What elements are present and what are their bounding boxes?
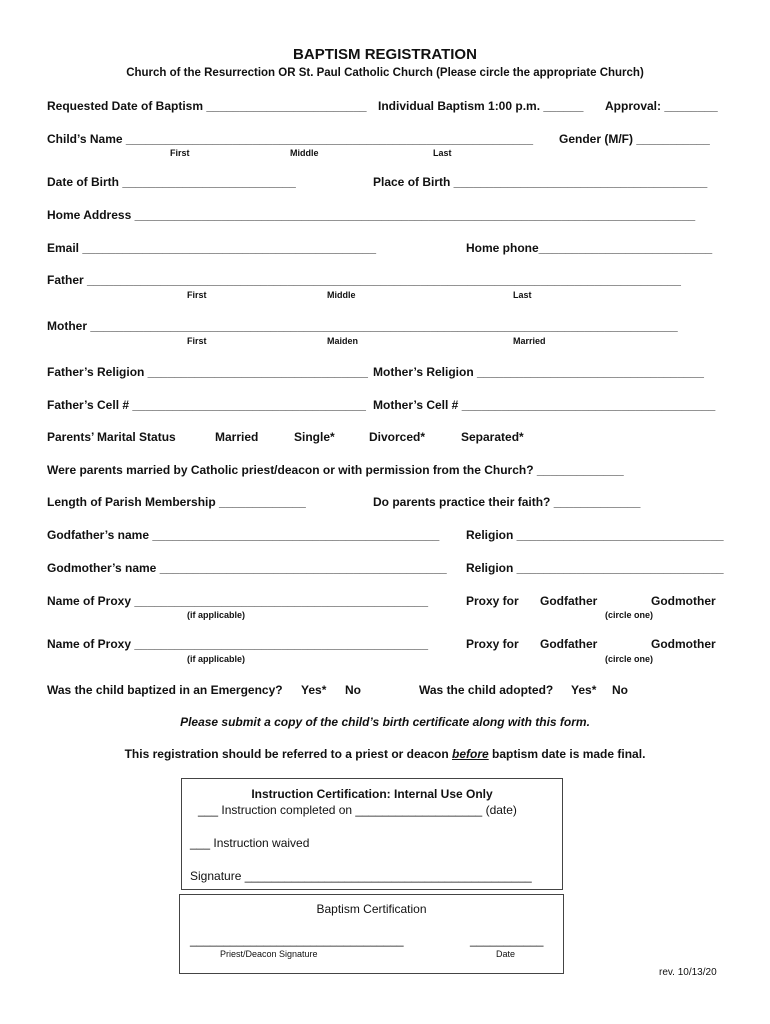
date-of-birth-field[interactable]: Date of Birth __________________________ [47,175,296,189]
instruction-waived-field[interactable]: ___ Instruction waived [190,836,310,850]
emergency-option-no[interactable]: No [345,683,361,697]
practice-faith-field[interactable]: Do parents practice their faith? _____________ [373,495,641,509]
requested-date-field[interactable]: Requested Date of Baptism ________________________ [47,99,367,113]
marital-option-married[interactable]: Married [215,430,259,444]
date-line[interactable]: ___________ [470,933,544,947]
priest-signature-line[interactable]: ________________________________ [190,933,404,947]
mother-married-label: Married [513,336,546,346]
marital-option-divorced[interactable]: Divorced* [369,430,426,444]
proxy-2-circle-one: (circle one) [605,654,654,664]
fathers-cell-field[interactable]: Father’s Cell # ___________________________________ [47,398,366,412]
godfather-name-field[interactable]: Godfather’s name ___________________________________________ [47,528,440,542]
form-subtitle: Church of the Resurrection OR St. Paul Catholic Church (Please circle the appropriate Church) [126,67,644,79]
proxy-2-name-field[interactable]: Name of Proxy ____________________________________________ [47,637,429,651]
fathers-religion-field[interactable]: Father’s Religion _________________________________ [47,365,368,379]
referral-note-before: before [452,747,489,761]
proxy-1-if-applicable: (if applicable) [187,610,246,620]
referral-note-pre: This registration should be referred to a priest or deacon [124,747,452,761]
instruction-box-title: Instruction Certification: Internal Use Only [251,787,493,801]
catholic-marriage-field[interactable]: Were parents married by Catholic priest/deacon or with permission from the Church? _____________ [47,463,624,477]
gender-field[interactable]: Gender (M/F) ___________ [559,132,710,146]
childs-name-field[interactable]: Child’s Name _____________________________________________________________ [47,132,534,146]
father-first-label: First [187,290,207,300]
proxy-2-option-godmother[interactable]: Godmother [651,637,716,651]
mother-first-label: First [187,336,207,346]
proxy-1-name-field[interactable]: Name of Proxy ____________________________________________ [47,594,429,608]
approval-field[interactable]: Approval: ________ [605,99,718,113]
mothers-cell-field[interactable]: Mother’s Cell # ______________________________________ [373,398,716,412]
adopted-option-yes[interactable]: Yes* [571,683,597,697]
instruction-signature-field[interactable]: Signature ___________________________________________ [190,869,532,883]
mothers-religion-field[interactable]: Mother’s Religion __________________________________ [373,365,704,379]
proxy-1-option-godfather[interactable]: Godfather [540,594,598,608]
godmother-religion-field[interactable]: Religion _______________________________ [466,561,724,575]
referral-note-post: baptism date is made final. [488,747,646,761]
proxy-1-circle-one: (circle one) [605,610,654,620]
priest-signature-label: Priest/Deacon Signature [220,949,318,959]
emergency-question: Was the child baptized in an Emergency? [47,683,283,697]
proxy-1-for-label: Proxy for [466,594,519,608]
form-title: BAPTISM REGISTRATION [293,46,477,63]
referral-note [0,747,770,761]
godmother-name-field[interactable]: Godmother’s name ___________________________________________ [47,561,447,575]
revision-date: rev. 10/13/20 [659,967,717,978]
father-last-label: Last [513,290,532,300]
father-middle-label: Middle [327,290,356,300]
child-last-label: Last [433,148,452,158]
home-phone-field[interactable]: Home phone__________________________ [466,241,713,255]
individual-baptism-field[interactable]: Individual Baptism 1:00 p.m. ______ [378,99,584,113]
birth-certificate-note: Please submit a copy of the child’s birth certificate along with this form. [180,715,590,729]
proxy-2-if-applicable: (if applicable) [187,654,246,664]
baptism-box-title: Baptism Certification [316,902,427,916]
proxy-2-option-godfather[interactable]: Godfather [540,637,598,651]
child-middle-label: Middle [290,148,319,158]
godfather-religion-field[interactable]: Religion _______________________________ [466,528,724,542]
instruction-certification-box [181,778,563,890]
mother-field[interactable]: Mother ________________________________________________________________________________________ [47,319,678,333]
proxy-1-option-godmother[interactable]: Godmother [651,594,716,608]
marital-status-label: Parents’ Marital Status [47,430,176,444]
baptism-certification-box [179,894,564,974]
date-label: Date [496,949,516,959]
instruction-completed-field[interactable]: ___ Instruction completed on ___________________ (date) [198,803,517,817]
emergency-option-yes[interactable]: Yes* [301,683,327,697]
parish-membership-field[interactable]: Length of Parish Membership _____________ [47,495,306,509]
place-of-birth-field[interactable]: Place of Birth ______________________________________ [373,175,708,189]
child-first-label: First [170,148,190,158]
email-field[interactable]: Email ____________________________________________ [47,241,376,255]
mother-maiden-label: Maiden [327,336,359,346]
marital-option-single[interactable]: Single* [294,430,335,444]
marital-option-separated[interactable]: Separated* [461,430,524,444]
proxy-2-for-label: Proxy for [466,637,519,651]
adopted-question: Was the child adopted? [419,683,554,697]
adopted-option-no[interactable]: No [612,683,628,697]
home-address-field[interactable]: Home Address ____________________________________________________________________________________ [47,208,696,222]
father-field[interactable]: Father _________________________________________________________________________________________ [47,273,681,287]
